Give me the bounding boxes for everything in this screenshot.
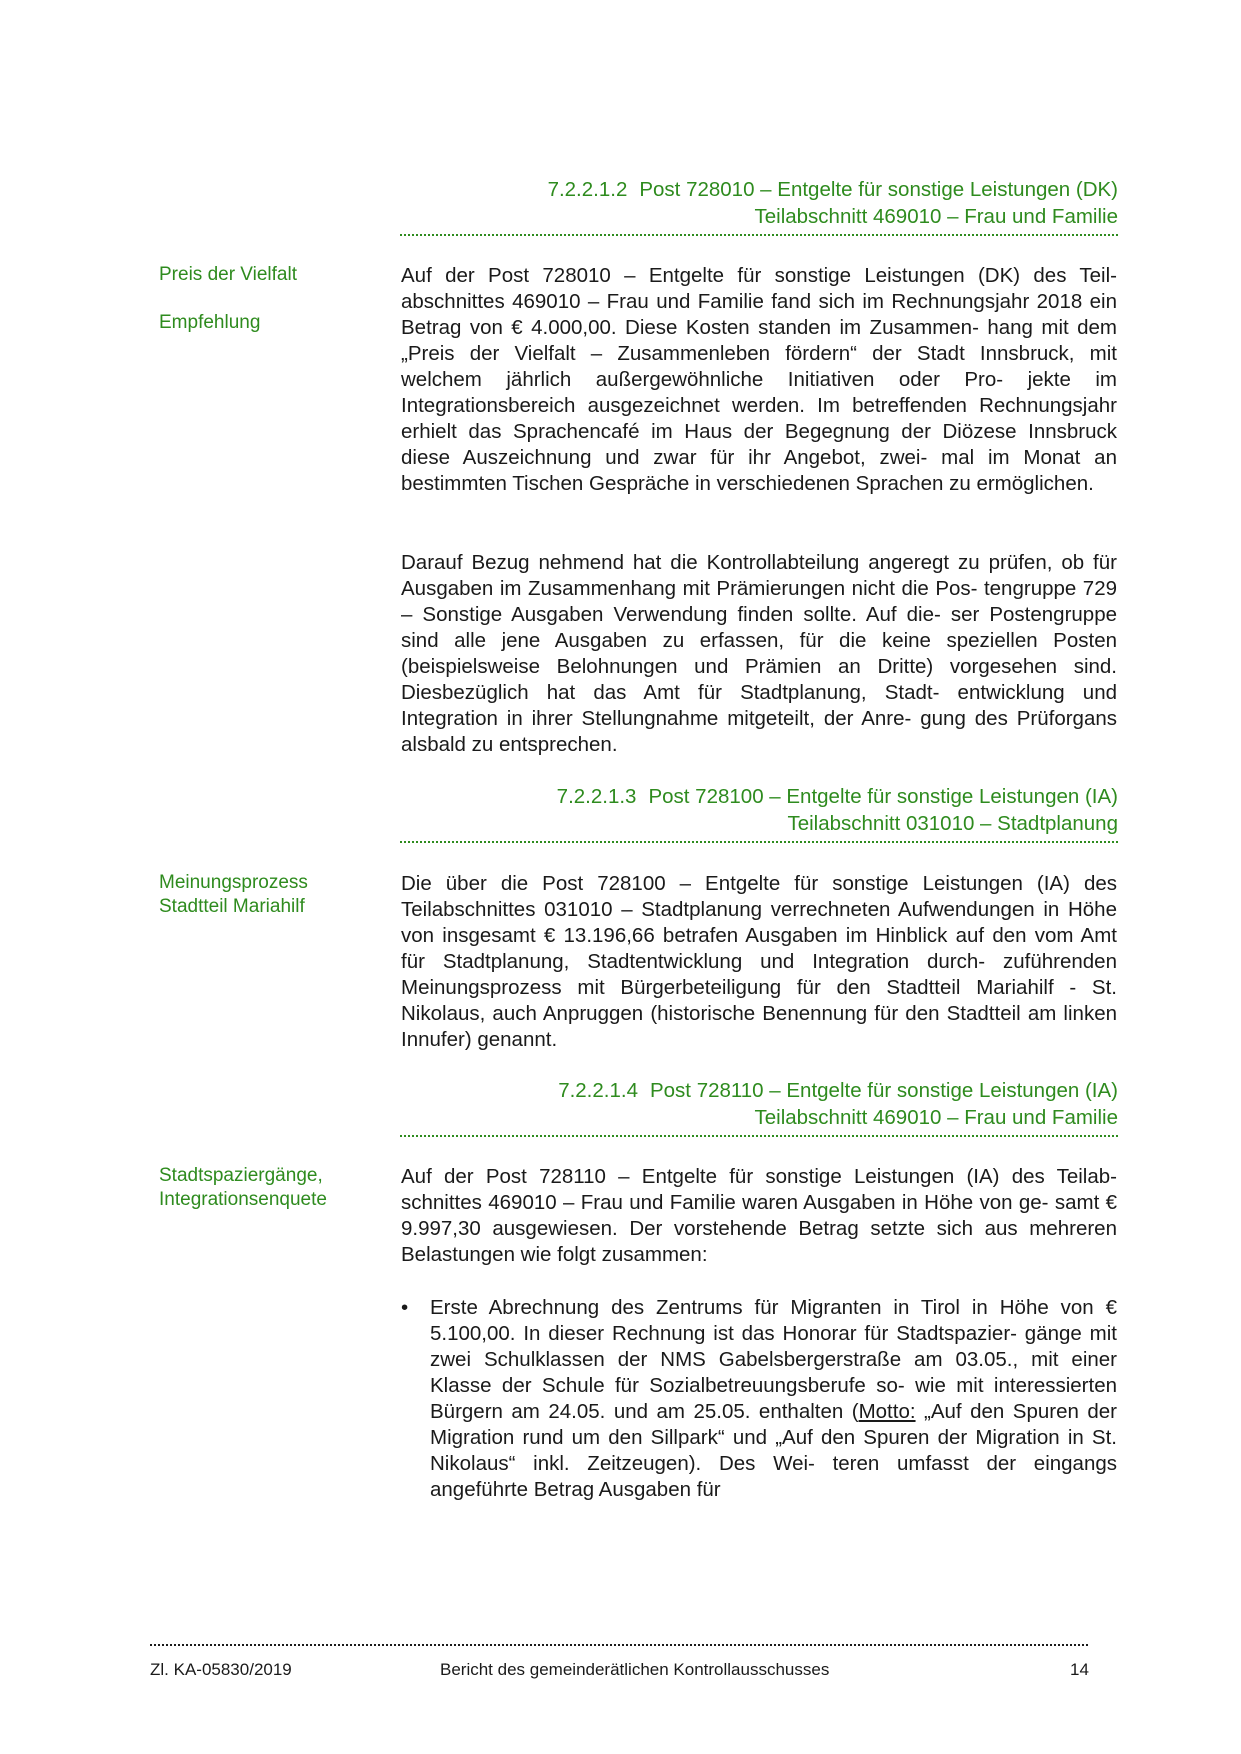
margin-note xyxy=(159,1164,369,1211)
section-number: 7.2.2.1.4 xyxy=(558,1079,638,1102)
underlined-text: Motto: xyxy=(858,1400,916,1423)
bullet-list xyxy=(401,1295,1117,1503)
section-heading xyxy=(400,784,1118,843)
margin-note: Preis der Vielfalt xyxy=(159,264,297,285)
section-subtitle: Teilabschnitt 469010 – Frau und Familie xyxy=(754,204,1118,228)
section-title: Post 728100 – Entgelte für sonstige Leistungen (IA) xyxy=(648,785,1118,808)
section-heading xyxy=(400,177,1118,236)
footer-divider xyxy=(150,1644,1088,1646)
bullet-icon: • xyxy=(401,1296,409,1319)
footer-reference: Zl. KA-05830/2019 xyxy=(150,1660,292,1679)
body-paragraph: Darauf Bezug nehmend hat die Kontrollabteilung angeregt zu prüfen, ob für Ausgaben im Zusammenhang mit Prämierungen nicht die Pos- tengruppe 729 – Sonstige Ausgaben Verwendung finden sollte. Auf die- ser Postengruppe sind alle jene Ausgaben zu erfassen, für die keine speziellen Posten (beispielsweise Belohnungen und Prämien an Dritte) vorgesehen sind. Diesbezüglich hat das Amt für Stadtplanung, Stadt- entwicklung und Integration in ihrer Stellungnahme mitgeteilt, der Anre- gung des Prüforgans alsbald zu entsprechen. xyxy=(401,551,1117,756)
margin-note xyxy=(159,871,369,918)
section-heading xyxy=(400,1078,1118,1137)
section-number: 7.2.2.1.2 xyxy=(547,178,628,201)
section-subtitle: Teilabschnitt 469010 – Frau und Familie xyxy=(754,1105,1118,1129)
section-title: Post 728010 – Entgelte für sonstige Leistungen (DK) xyxy=(639,178,1118,201)
section-title: Post 728110 – Entgelte für sonstige Leistungen (IA) xyxy=(649,1079,1118,1102)
list-item-text: „Auf den Spuren der Migration rund um den Sillpark“ und „Auf den Spuren der Migration in St. Nikolaus“ inkl. Zeitzeugen). Des Wei- teren umfasst der eingangs angeführte Betrag Ausgaben für xyxy=(430,1400,1117,1501)
section-subtitle: Teilabschnitt 031010 – Stadtplanung xyxy=(787,811,1118,835)
body-paragraph: Die über die Post 728100 – Entgelte für sonstige Leistungen (IA) des Teilabschnittes 031010 – Stadtplanung verrechneten Aufwendungen in Höhe von insgesamt € 13.196,66 betrafen Ausgaben im Hinblick auf den vom Amt für Stadtplanung, Stadtentwicklung und Integration durch- zuführenden Meinungsprozess mit Bürgerbeteiligung für den Stadtteil Mariahilf - St. Nikolaus, auch Anpruggen (historische Benennung für den Stadtteil am linken Innufer) genannt. xyxy=(401,872,1117,1051)
footer-title: Bericht des gemeinderätlichen Kontrollausschusses xyxy=(440,1660,830,1679)
page-number: 14 xyxy=(1070,1660,1089,1679)
margin-note-line: Stadtspaziergänge, xyxy=(159,1165,323,1186)
section-number: 7.2.2.1.3 xyxy=(556,785,637,808)
margin-note: Empfehlung xyxy=(159,312,261,333)
body-paragraph: Auf der Post 728110 – Entgelte für sonstige Leistungen (IA) des Teilab- schnittes 469010 – Frau und Familie waren Ausgaben in Höhe von ge- samt € 9.997,30 ausgewiesen. Der vorstehende Betrag setzte sich aus mehreren Belastungen wie folgt zusammen: xyxy=(401,1165,1117,1266)
margin-note-line: Meinungsprozess xyxy=(159,872,308,893)
list-item-text: Erste Abrechnung des Zentrums für Migranten in Tirol in Höhe von € 5.100,00. In dieser Rechnung ist das Honorar für Stadtspazier- gänge mit zwei Schulklassen der NMS Gabelsbergerstraße am 03.05., mit einer Klasse der Schule für Sozialbetreuungsberufe so- wie mit interessierten Bürgern am 24.05. und am 25.05. enthalten ( xyxy=(430,1296,1117,1423)
margin-note-line: Integrationsenquete xyxy=(159,1188,327,1210)
list-item xyxy=(401,1295,1117,1503)
margin-note-line: Stadtteil Mariahilf xyxy=(159,895,305,917)
body-paragraph: Auf der Post 728010 – Entgelte für sonstige Leistungen (DK) des Teil- abschnittes 469010 – Frau und Familie fand sich im Rechnungsjahr 2018 ein Betrag von € 4.000,00. Diese Kosten standen im Zusammen- hang mit dem „Preis der Vielfalt – Zusammenleben fördern“ der Stadt Innsbruck, mit welchem jährlich außergewöhnliche Initiativen oder Pro- jekte im Integrationsbereich ausgezeichnet werden. Im betreffenden Rechnungsjahr erhielt das Sprachencafé im Haus der Begegnung der Diözese Innsbruck diese Auszeichnung und zwar für ihr Angebot, zwei- mal im Monat an bestimmten Tischen Gespräche in verschiedenen Sprachen zu ermöglichen. xyxy=(401,264,1117,495)
